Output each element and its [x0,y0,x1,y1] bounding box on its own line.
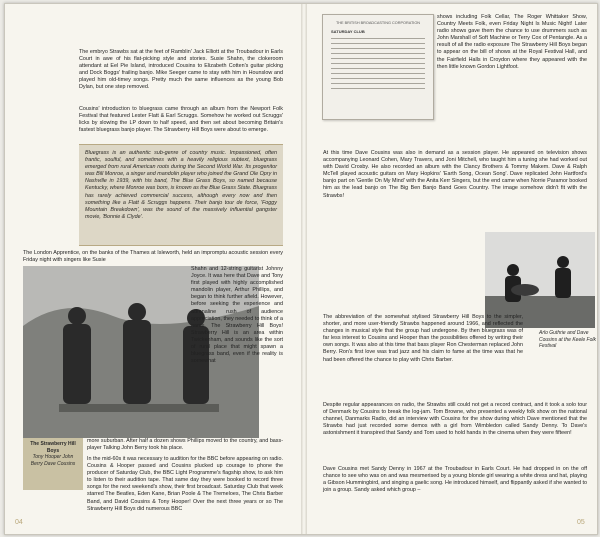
bluegrass-sidebar-text: Bluegrass is an authentic sub-genre of country music. Impassioned, often frantic, soulful, and sometimes with a heavily religious subtext, bluegrass emerged from rural American roots during the Second World War. Its progenitor was Bill Monroe, a singer and mandolin player who joined the Grand Ole Opry in Nashville in 1939, with his band, The Blue Grass Boys, so named because Kentucky, where Monroe was born, is known as the Blue Grass State. Bluegrass has rarely achieved commercial success, although every now and then something like a Flatt & Scruggs happens. Their banjo tour de force, 'Foggy Mountain Breakdown', was the sound of the massively influential gangster movie, 'Bonnie & Clyde'. [85,150,277,220]
left-paragraph-2: Cousins' introduction to bluegrass came through an album from the Newport Folk Festival that featured Lester Flatt & Earl Scruggs. Somehow he worked out Scruggs' licks by slowing the LP down to half speed, and then set about becoming Britain's fastest bluegrass banjo player. The Strawberry Hill Boys were about to emerge. [79,106,283,134]
photo-caption-strawberry-hill-boys [23,438,83,490]
book-spread [4,3,598,535]
bluegrass-sidebar [79,144,283,246]
caption-names: Tony Hooper John Berry Dave Cousins [30,454,76,467]
page-number-left: 04 [15,519,23,526]
doc-header: THE BRITISH BROADCASTING CORPORATION [335,21,421,25]
right-paragraph-5: Dave Cousins met Sandy Denny in 1967 at the Troubadour in Earls Court. He had dropped in on the off chance to see who was on and was mesmerised by a young blonde girl wearing a white dress and hat, playing a Gibson Hummingbird, and singing a gaelic song. He introduced himself, and flippantly asked if she wanted to join a group. Sandy asked which group – [323,466,587,494]
page-gutter [301,4,307,534]
right-paragraph-1: shows including Folk Cellar, The Roger Whittaker Show, Country Meets Folk, even Friday Night Is Music Night! Later radio shows gave them the chance to use drummers such as John Marshall of Soft Machine or Terry Cox of Pentangle. As a result of all the radio exposure The Strawberry Hill Boys began to appear on the bill of shows at the Royal Festival Hall, and the Fairfield Halls in Croydon where they appeared with the then little known Gordon Lightfoot. [437,14,587,70]
left-paragraph-3-bottom: more suburban. After half a dozen shows Phillips moved to the country, and bass-player Talking John Berry took his place. [87,438,283,452]
left-paragraph-4: In the mid-60s it was necessary to audition for the BBC before appearing on radio. Cousins & Hooper passed and Cousins plucked up courage to phone the producer of Saturday Club, the BBC Light Programme's flagship show, to ask him to listen to their audition tape. That same day they were booked to record three songs for the next weekend's show, their first broadcast. Saturday Club that week starred The Beatles, Eden Kane, Brian Poole & The Tremeloes, The Chris Barber Band, and David Cousins & Tony Hooper! Over the next three years or so The Strawberry Hill Boys did numerous BBC [87,456,283,512]
doc-title: SATURDAY CLUB [331,29,365,34]
right-paragraph-3: The abbreviation of the somewhat stylised Strawberry Hill Boys to the simpler, shorter, and more user-friendly Strawbs happened around 1966, and reflected the changes in musical style that the group had undergone. By then bluegrass was of far less interest to Cousins and Hooper than the possibilities offered by writing their own songs. It was also at this time that bass player Ron Chesterman replaced John Berry. Ron's first love was trad jazz and his claim to fame at the time was that he had been offered the chance to play with Chris Barber. [323,314,523,363]
left-paragraph-1: The embryo Strawbs sat at the feet of Ramblin' Jack Elliott at the Troubadour in Earls Court in awe of his flat-picking style and stories. Susie Shahn, the clokeroom attendant at Eel Pie Island, introduced Cousins to Elizabeth Cotten's guitar picking and Dock Boggs' frailing banjo. Mike Seeger came to stay with him in Hounslow and played him old-timey songs. Pretty much the same influences as the young Bob Dylan, but one step removed. [79,49,283,91]
photo-caption-arlo-guthrie: Arlo Guthrie and Dave Cousins at the Keele Folk Festival [539,330,596,349]
caption-title: The Strawberry Hill Boys [30,441,76,454]
right-paragraph-2: At this time Dave Cousins was also in demand as a session player. He appeared on television shows accompanying Leonard Cohen, Mary Travers, and Joni Mitchell, who taught him a tuning she had worked out with David Crosby. He also recorded an album with the Clancy Brothers & Tommy Makem. Dave & Ralph McTell played acoustic guitars on Mary Hopkins' 'Earth Song, Ocean Song'. Dave replicated John Hartford's banjo part on 'Gentle On My Mind' with the Anita Kerr Singers, but the end came when Norrie Paramor booked him as the lead banjo on The Big Ben Banjo Band Goes Country. The image somehow didn't fit with the Strawbs! [323,150,587,199]
page-number-right: 05 [577,519,585,526]
right-paragraph-4: Despite regular appearances on radio, the Strawbs still could not get a record contract, and it took a solo tour of Denmark by Cousins to break the log-jam. Tom Browne, who presented a weekly folk show on the national channel, Danmarks Radio, did an interview with Cousins for the show during which Dave mentioned that the Strawbs had just recorded some demos with a girl from Wimbledon called Sandy Denny. To Dave's astonishment it transpired that Sandy and Tom used to hold hands in the cinema when they were fifteen! [323,402,587,437]
left-paragraph-3-right: Shahn and 12-string guitarist Johnny Joyce. It was here that Dave and Tony first played with highly accomplished mandolin player, Arthur Phillips, and began to think further afield. However, before seeking the experience and adrenaline rush of audience appreciation, they needed to think of a name. The Strawberry Hill Boys! Strawberry Hill is an area within Twickenham, and sounds like the sort of rural place that might spawn a bluegrass band, even if the reality is somewhat [191,266,283,365]
bbc-contract-document [322,14,434,120]
left-paragraph-3-top: The London Apprentice, on the banks of the Thames at Isleworth, held an impromptu acoustic session every Friday night with singers like Susie [23,250,283,264]
